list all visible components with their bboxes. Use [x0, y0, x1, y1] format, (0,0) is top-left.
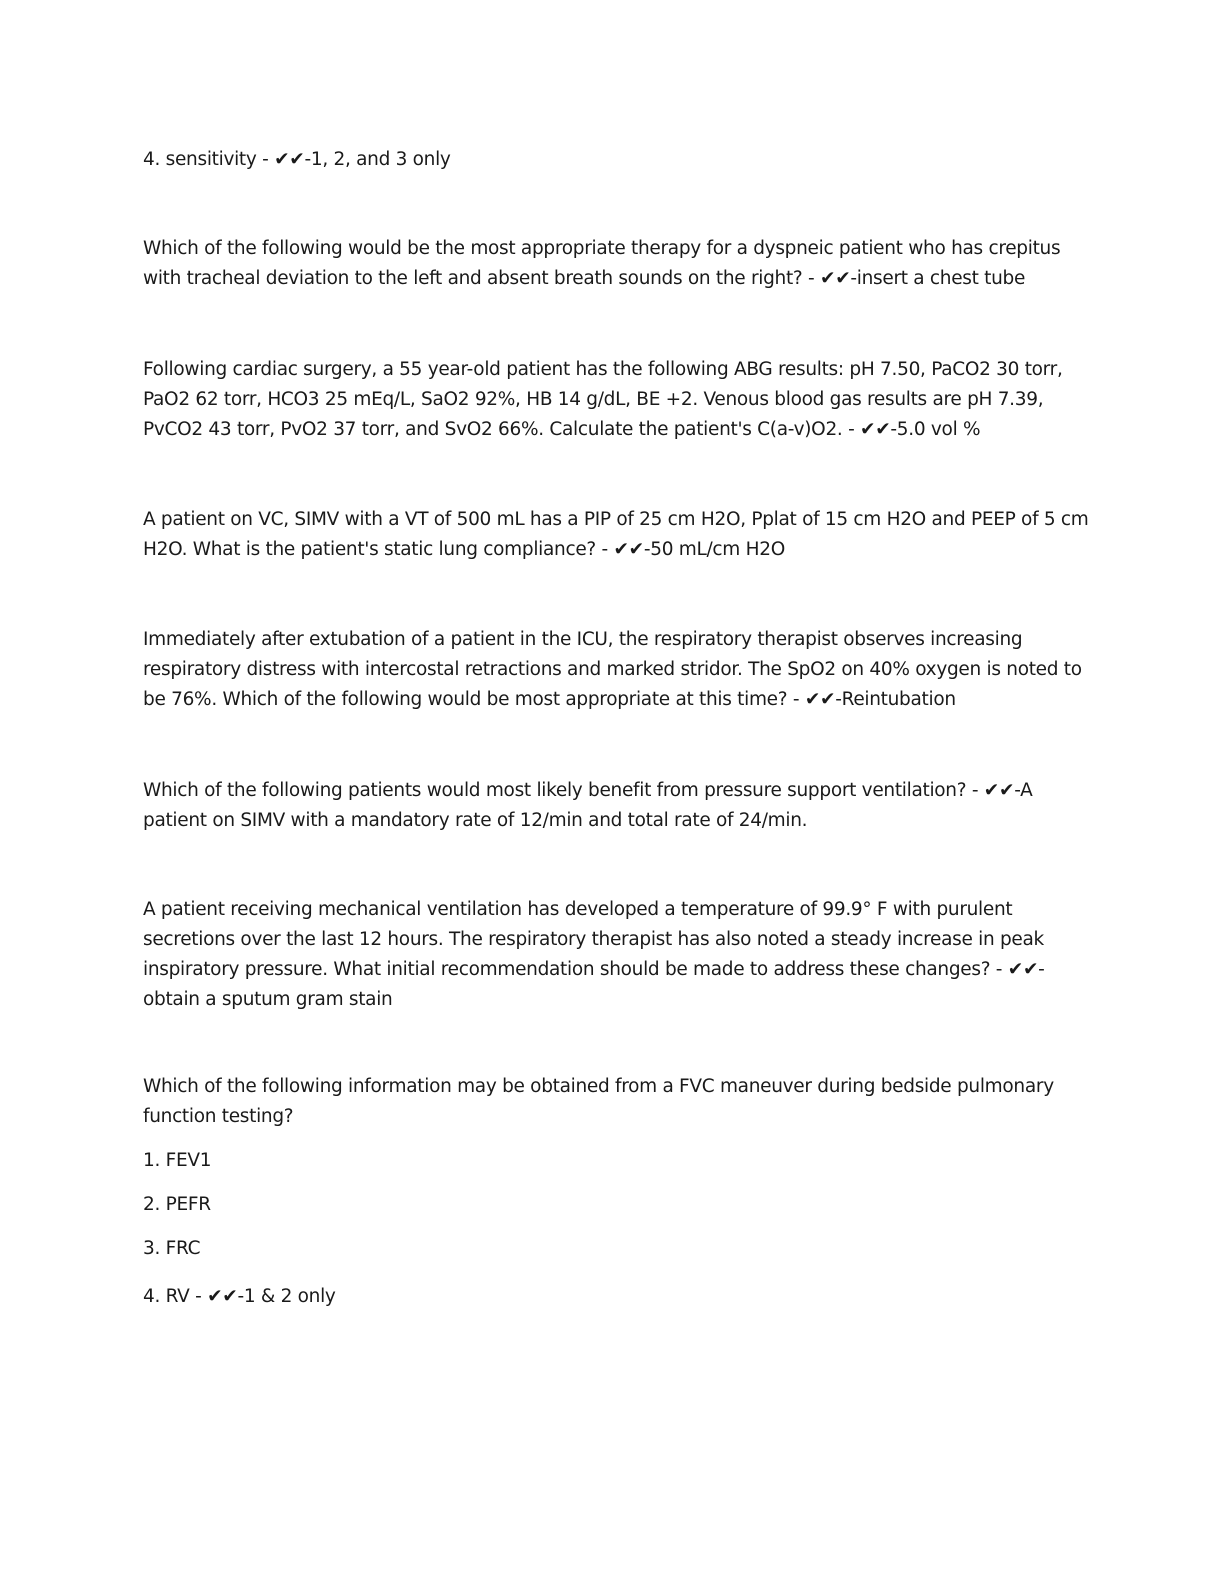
list-item-frc: 3. FRC — [143, 1238, 201, 1259]
question-sputum-gram-stain: A patient receiving mechanical ventilation has developed a temperature of 99.9° F with purulent secretions over the last 12 hours. The respiratory therapist has also noted a steady increase in peak inspiratory pressure. What initial recommendation should be made to address these changes? - ✔✔- obtain a sputum gram stain — [143, 899, 1045, 1010]
list-item-rv-answer: 4. RV - ✔✔-1 & 2 only — [143, 1286, 336, 1307]
list-item-fev1: 1. FEV1 — [143, 1150, 212, 1171]
question-cavo2: Following cardiac surgery, a 55 year-old patient has the following ABG results: pH 7.50, PaCO2 30 torr, PaO2 62 torr, HCO3 25 mEq/L, SaO2 92%, HB 14 g/dL, BE +2. Venous blood gas results are pH 7.39, PvCO2 43 torr, PvO2 37 torr, and SvO2 66%. Calculate the patient's C(a-v)O2. - ✔✔-5.0 vol % — [143, 359, 1063, 440]
question-pressure-support: Which of the following patients would most likely benefit from pressure support ventilation? - ✔✔-A patient on SIMV with a mandatory rate of 12/min and total rate of 24/min. — [143, 780, 1033, 831]
answer-line-sensitivity: 4. sensitivity - ✔✔-1, 2, and 3 only — [143, 149, 451, 170]
question-static-compliance: A patient on VC, SIMV with a VT of 500 mL has a PIP of 25 cm H2O, Pplat of 15 cm H2O and PEEP of 5 cm H2O. What is the patient's static lung compliance? - ✔✔-50 mL/cm H2O — [143, 509, 1089, 560]
question-chest-tube: Which of the following would be the most appropriate therapy for a dyspneic patient who has crepitus with tracheal deviation to the left and absent breath sounds on the right? - ✔✔-insert a chest tube — [143, 238, 1061, 289]
question-reintubation: Immediately after extubation of a patient in the ICU, the respiratory therapist observes increasing respiratory distress with intercostal retractions and marked stridor. The SpO2 on 40% oxygen is noted to be 76%. Which of the following would be most appropriate at this time? - ✔✔-Reintubation — [143, 629, 1082, 710]
question-fvc-maneuver: Which of the following information may be obtained from a FVC maneuver during bedside pulmonary function testing? — [143, 1076, 1054, 1127]
list-item-pefr: 2. PEFR — [143, 1194, 211, 1215]
